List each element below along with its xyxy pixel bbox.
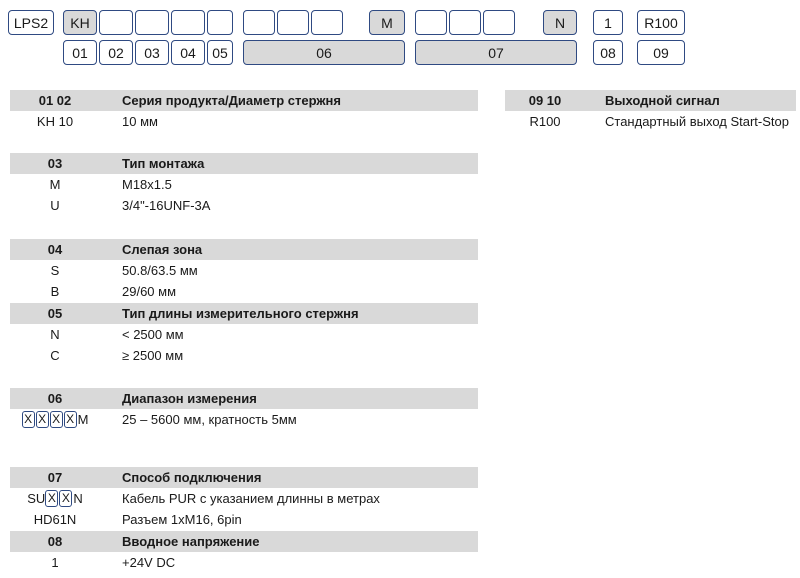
position-05: 05 <box>207 40 233 65</box>
option-desc: 25 – 5600 мм, кратность 5мм <box>122 412 297 427</box>
section-title: Способ подключения <box>122 470 262 485</box>
position-06: 06 <box>243 40 405 65</box>
option-desc: Кабель PUR с указанием длинны в метрах <box>122 491 380 506</box>
section-code: 07 <box>47 470 63 485</box>
section-header-rod-length-type <box>10 303 478 324</box>
section-code: 08 <box>47 534 63 549</box>
option-row <box>10 488 478 509</box>
option-desc: 3/4"-16UNF-3A <box>122 198 211 213</box>
position-09: 09 <box>637 40 685 65</box>
code-box-mounting <box>135 10 169 35</box>
section-header-voltage <box>10 531 478 552</box>
connection-code <box>10 488 100 509</box>
option-row <box>10 174 478 195</box>
option-code: M <box>49 177 61 192</box>
placeholder-box: X <box>50 411 63 428</box>
section-code: 05 <box>47 306 63 321</box>
section-code: 03 <box>47 156 63 171</box>
code-box-output: R100 <box>637 10 685 35</box>
section-title: Диапазон измерения <box>122 391 257 406</box>
section-title: Слепая зона <box>122 242 203 257</box>
option-desc: +24V DC <box>122 555 176 570</box>
code-box-range-3 <box>311 10 343 35</box>
code-box-range-2 <box>277 10 309 35</box>
section-title: Вводное напряжение <box>122 534 260 549</box>
section-code: 04 <box>47 242 63 257</box>
position-08: 08 <box>593 40 623 65</box>
option-code: KH 10 <box>36 114 74 129</box>
section-header-blind-zone <box>10 239 478 260</box>
option-code: S <box>50 263 60 278</box>
option-desc: Стандартный выход Start-Stop <box>605 114 789 129</box>
connection-prefix: SU <box>27 491 46 506</box>
option-desc: 10 мм <box>122 114 158 129</box>
option-row <box>10 552 478 573</box>
code-box-voltage: 1 <box>593 10 623 35</box>
position-04: 04 <box>171 40 205 65</box>
placeholder-box: X <box>36 411 49 428</box>
option-row <box>10 324 478 345</box>
position-03: 03 <box>135 40 169 65</box>
code-box-connection-2 <box>449 10 481 35</box>
placeholder-box: X <box>59 490 72 507</box>
range-code <box>10 409 100 430</box>
section-header-measuring-range <box>10 388 478 409</box>
code-box-blind-zone <box>171 10 205 35</box>
section-code: 01 02 <box>38 93 72 108</box>
option-desc: M18x1.5 <box>122 177 172 192</box>
code-box-rod-length-type <box>207 10 233 35</box>
option-row <box>10 409 478 430</box>
placeholder-box: X <box>64 411 77 428</box>
option-row <box>10 345 478 366</box>
section-title: Серия продукта/Диаметр стержня <box>122 93 341 108</box>
option-code: HD61N <box>33 512 77 527</box>
option-desc: < 2500 мм <box>122 327 184 342</box>
option-row <box>505 111 796 132</box>
option-desc: Разъем 1xM16, 6pin <box>122 512 242 527</box>
section-header-output <box>505 90 796 111</box>
range-unit: M <box>77 412 89 427</box>
option-row <box>10 281 478 302</box>
option-code: B <box>50 284 60 299</box>
code-box-connection-1 <box>415 10 447 35</box>
code-box-range-1 <box>243 10 275 35</box>
section-header-connection <box>10 467 478 488</box>
placeholder-box: X <box>45 490 58 507</box>
connection-suffix: N <box>73 491 83 506</box>
option-desc: 50.8/63.5 мм <box>122 263 198 278</box>
code-box-series: KH <box>63 10 97 35</box>
option-code: R100 <box>529 114 561 129</box>
option-row <box>10 260 478 281</box>
section-title: Тип длины измерительного стержня <box>122 306 359 321</box>
option-code: 1 <box>51 555 59 570</box>
code-box-connection-suffix: N <box>543 10 577 35</box>
code-box-diameter <box>99 10 133 35</box>
option-desc: 29/60 мм <box>122 284 177 299</box>
option-desc: ≥ 2500 мм <box>122 348 184 363</box>
section-title: Тип монтажа <box>122 156 205 171</box>
placeholder-box: X <box>22 411 35 428</box>
section-code: 06 <box>47 391 63 406</box>
code-box-prefix: LPS2 <box>8 10 54 35</box>
position-01: 01 <box>63 40 97 65</box>
option-code: C <box>50 348 60 363</box>
section-header-series <box>10 90 478 111</box>
section-code: 09 10 <box>528 93 562 108</box>
position-07: 07 <box>415 40 577 65</box>
option-code: U <box>50 198 60 213</box>
option-row <box>10 111 478 132</box>
code-box-range-unit: M <box>369 10 405 35</box>
position-02: 02 <box>99 40 133 65</box>
code-box-connection-3 <box>483 10 515 35</box>
option-code: N <box>50 327 60 342</box>
section-title: Выходной сигнал <box>605 93 720 108</box>
option-row <box>10 509 478 530</box>
section-header-mounting <box>10 153 478 174</box>
option-row <box>10 195 478 216</box>
